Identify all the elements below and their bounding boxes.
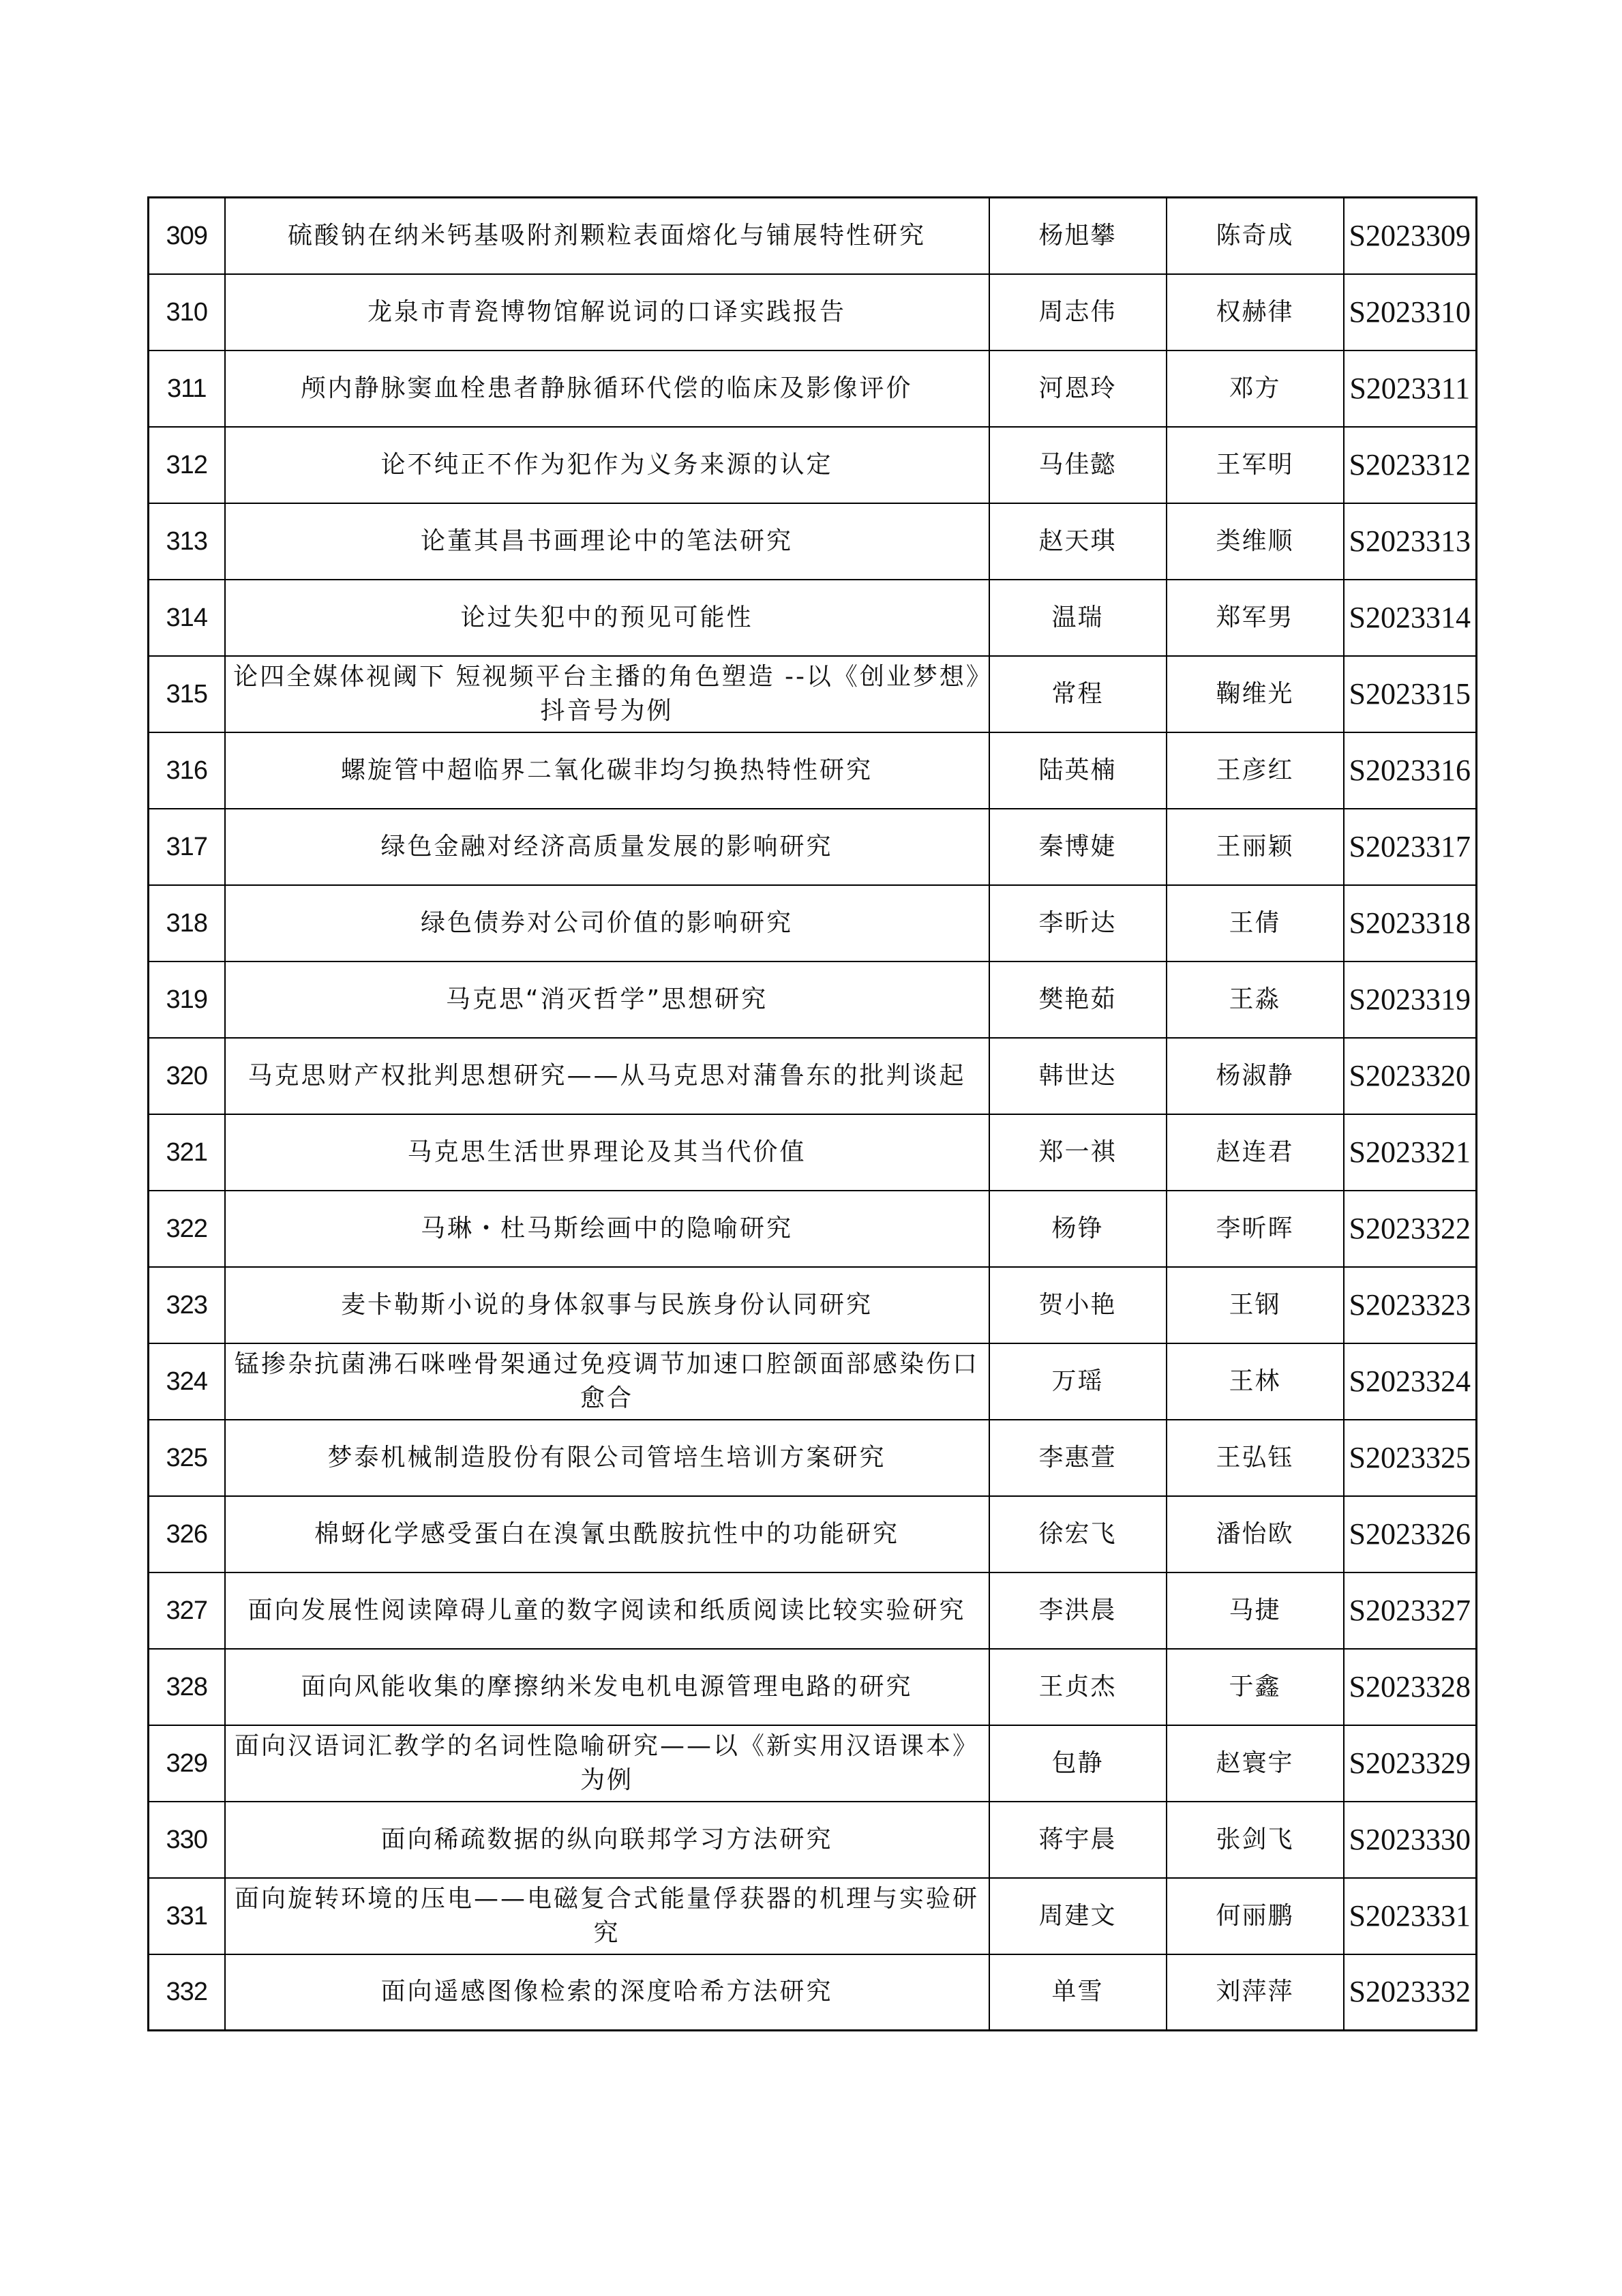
project-table-body [149,198,1477,2031]
project-advisor: 郑军男 [1167,580,1344,656]
project-advisor: 王钢 [1167,1267,1344,1343]
table-row [149,1343,1477,1420]
project-leader: 蒋宇晨 [989,1802,1167,1878]
project-code: S2023326 [1344,1496,1477,1572]
project-title: 龙泉市青瓷博物馆解说词的口译实践报告 [225,274,989,351]
project-leader: 韩世达 [989,1038,1167,1114]
row-number: 312 [149,427,225,503]
project-title: 面向发展性阅读障碍儿童的数字阅读和纸质阅读比较实验研究 [225,1572,989,1649]
project-leader: 李惠萱 [989,1420,1167,1496]
project-title: 麦卡勒斯小说的身体叙事与民族身份认同研究 [225,1267,989,1343]
project-leader: 常程 [989,656,1167,732]
project-title: 颅内静脉窦血栓患者静脉循环代偿的临床及影像评价 [225,351,989,427]
project-leader: 赵天琪 [989,503,1167,580]
project-leader: 杨旭攀 [989,198,1167,274]
project-leader: 河恩玲 [989,351,1167,427]
row-number: 310 [149,274,225,351]
project-advisor: 马捷 [1167,1572,1344,1649]
project-title: 马克思财产权批判思想研究——从马克思对蒲鲁东的批判谈起 [225,1038,989,1114]
project-code: S2023331 [1344,1878,1477,1954]
table-row [149,198,1477,274]
row-number: 332 [149,1954,225,2031]
project-advisor: 潘怡欧 [1167,1496,1344,1572]
project-advisor: 于鑫 [1167,1649,1344,1725]
row-number: 323 [149,1267,225,1343]
project-leader: 单雪 [989,1954,1167,2031]
project-code: S2023328 [1344,1649,1477,1725]
project-leader: 周建文 [989,1878,1167,1954]
table-row [149,1572,1477,1649]
row-number: 316 [149,732,225,809]
project-title: 论董其昌书画理论中的笔法研究 [225,503,989,580]
project-code: S2023313 [1344,503,1477,580]
project-code: S2023329 [1344,1725,1477,1802]
project-leader: 贺小艳 [989,1267,1167,1343]
project-code: S2023325 [1344,1420,1477,1496]
project-leader: 徐宏飞 [989,1496,1167,1572]
project-advisor: 王林 [1167,1343,1344,1420]
project-title: 梦泰机械制造股份有限公司管培生培训方案研究 [225,1420,989,1496]
project-leader: 王贞杰 [989,1649,1167,1725]
row-number: 311 [149,351,225,427]
project-advisor: 赵寰宇 [1167,1725,1344,1802]
table-row [149,1496,1477,1572]
table-row [149,1420,1477,1496]
project-leader: 马佳懿 [989,427,1167,503]
row-number: 315 [149,656,225,732]
project-advisor: 李昕晖 [1167,1191,1344,1267]
row-number: 313 [149,503,225,580]
project-title: 硫酸钠在纳米钙基吸附剂颗粒表面熔化与铺展特性研究 [225,198,989,274]
row-number: 326 [149,1496,225,1572]
table-row [149,1191,1477,1267]
project-title: 螺旋管中超临界二氧化碳非均匀换热特性研究 [225,732,989,809]
table-row [149,1802,1477,1878]
project-advisor: 赵连君 [1167,1114,1344,1191]
row-number: 331 [149,1878,225,1954]
project-title: 马琳・杜马斯绘画中的隐喻研究 [225,1191,989,1267]
project-code: S2023312 [1344,427,1477,503]
row-number: 328 [149,1649,225,1725]
project-advisor: 王弘钰 [1167,1420,1344,1496]
table-row [149,656,1477,732]
project-leader: 万瑶 [989,1343,1167,1420]
project-title: 绿色金融对经济高质量发展的影响研究 [225,809,989,885]
table-row [149,1725,1477,1802]
project-code: S2023327 [1344,1572,1477,1649]
project-leader: 陆英楠 [989,732,1167,809]
project-title: 棉蚜化学感受蛋白在溴氰虫酰胺抗性中的功能研究 [225,1496,989,1572]
row-number: 314 [149,580,225,656]
project-advisor: 杨淑静 [1167,1038,1344,1114]
table-row [149,274,1477,351]
project-advisor: 权赫律 [1167,274,1344,351]
project-advisor: 王丽颖 [1167,809,1344,885]
project-leader: 李洪晨 [989,1572,1167,1649]
table-row [149,1114,1477,1191]
project-advisor: 张剑飞 [1167,1802,1344,1878]
table-row [149,1649,1477,1725]
project-advisor: 陈奇成 [1167,198,1344,274]
row-number: 319 [149,961,225,1038]
project-title: 论过失犯中的预见可能性 [225,580,989,656]
row-number: 309 [149,198,225,274]
project-code: S2023317 [1344,809,1477,885]
table-row [149,1267,1477,1343]
project-leader: 温瑞 [989,580,1167,656]
project-advisor: 鞠维光 [1167,656,1344,732]
project-leader: 李昕达 [989,885,1167,961]
project-code: S2023311 [1344,351,1477,427]
project-code: S2023314 [1344,580,1477,656]
table-row [149,580,1477,656]
project-code: S2023310 [1344,274,1477,351]
project-title: 面向风能收集的摩擦纳米发电机电源管理电路的研究 [225,1649,989,1725]
project-table [147,196,1477,2031]
project-code: S2023309 [1344,198,1477,274]
table-row [149,1954,1477,2031]
row-number: 318 [149,885,225,961]
row-number: 322 [149,1191,225,1267]
project-code: S2023321 [1344,1114,1477,1191]
table-row [149,732,1477,809]
row-number: 330 [149,1802,225,1878]
project-title: 面向旋转环境的压电——电磁复合式能量俘获器的机理与实验研究 [225,1878,989,1954]
project-title: 论不纯正不作为犯作为义务来源的认定 [225,427,989,503]
project-advisor: 王军明 [1167,427,1344,503]
row-number: 327 [149,1572,225,1649]
project-advisor: 类维顺 [1167,503,1344,580]
project-advisor: 王彦红 [1167,732,1344,809]
table-row [149,351,1477,427]
table-row [149,427,1477,503]
project-leader: 杨铮 [989,1191,1167,1267]
project-leader: 樊艳茹 [989,961,1167,1038]
table-row [149,503,1477,580]
project-advisor: 何丽鹏 [1167,1878,1344,1954]
row-number: 325 [149,1420,225,1496]
row-number: 317 [149,809,225,885]
project-code: S2023332 [1344,1954,1477,2031]
project-leader: 郑一祺 [989,1114,1167,1191]
project-code: S2023315 [1344,656,1477,732]
project-title: 面向遥感图像检索的深度哈希方法研究 [225,1954,989,2031]
project-code: S2023330 [1344,1802,1477,1878]
project-leader: 包静 [989,1725,1167,1802]
project-title: 论四全媒体视阈下 短视频平台主播的角色塑造 --以《创业梦想》抖音号为例 [225,656,989,732]
project-advisor: 王倩 [1167,885,1344,961]
project-code: S2023322 [1344,1191,1477,1267]
project-advisor: 邓方 [1167,351,1344,427]
table-row [149,885,1477,961]
table-row [149,1038,1477,1114]
project-title: 马克思生活世界理论及其当代价值 [225,1114,989,1191]
row-number: 329 [149,1725,225,1802]
project-code: S2023316 [1344,732,1477,809]
table-row [149,961,1477,1038]
project-title: 绿色债券对公司价值的影响研究 [225,885,989,961]
project-title: 面向汉语词汇教学的名词性隐喻研究——以《新实用汉语课本》为例 [225,1725,989,1802]
project-advisor: 王淼 [1167,961,1344,1038]
project-code: S2023323 [1344,1267,1477,1343]
project-title: 马克思“消灭哲学”思想研究 [225,961,989,1038]
row-number: 324 [149,1343,225,1420]
project-code: S2023319 [1344,961,1477,1038]
project-leader: 周志伟 [989,274,1167,351]
table-row [149,1878,1477,1954]
row-number: 321 [149,1114,225,1191]
row-number: 320 [149,1038,225,1114]
project-leader: 秦博婕 [989,809,1167,885]
project-title: 面向稀疏数据的纵向联邦学习方法研究 [225,1802,989,1878]
project-title: 锰掺杂抗菌沸石咪唑骨架通过免疫调节加速口腔颌面部感染伤口愈合 [225,1343,989,1420]
table-row [149,809,1477,885]
project-code: S2023318 [1344,885,1477,961]
project-code: S2023320 [1344,1038,1477,1114]
project-advisor: 刘萍萍 [1167,1954,1344,2031]
project-code: S2023324 [1344,1343,1477,1420]
